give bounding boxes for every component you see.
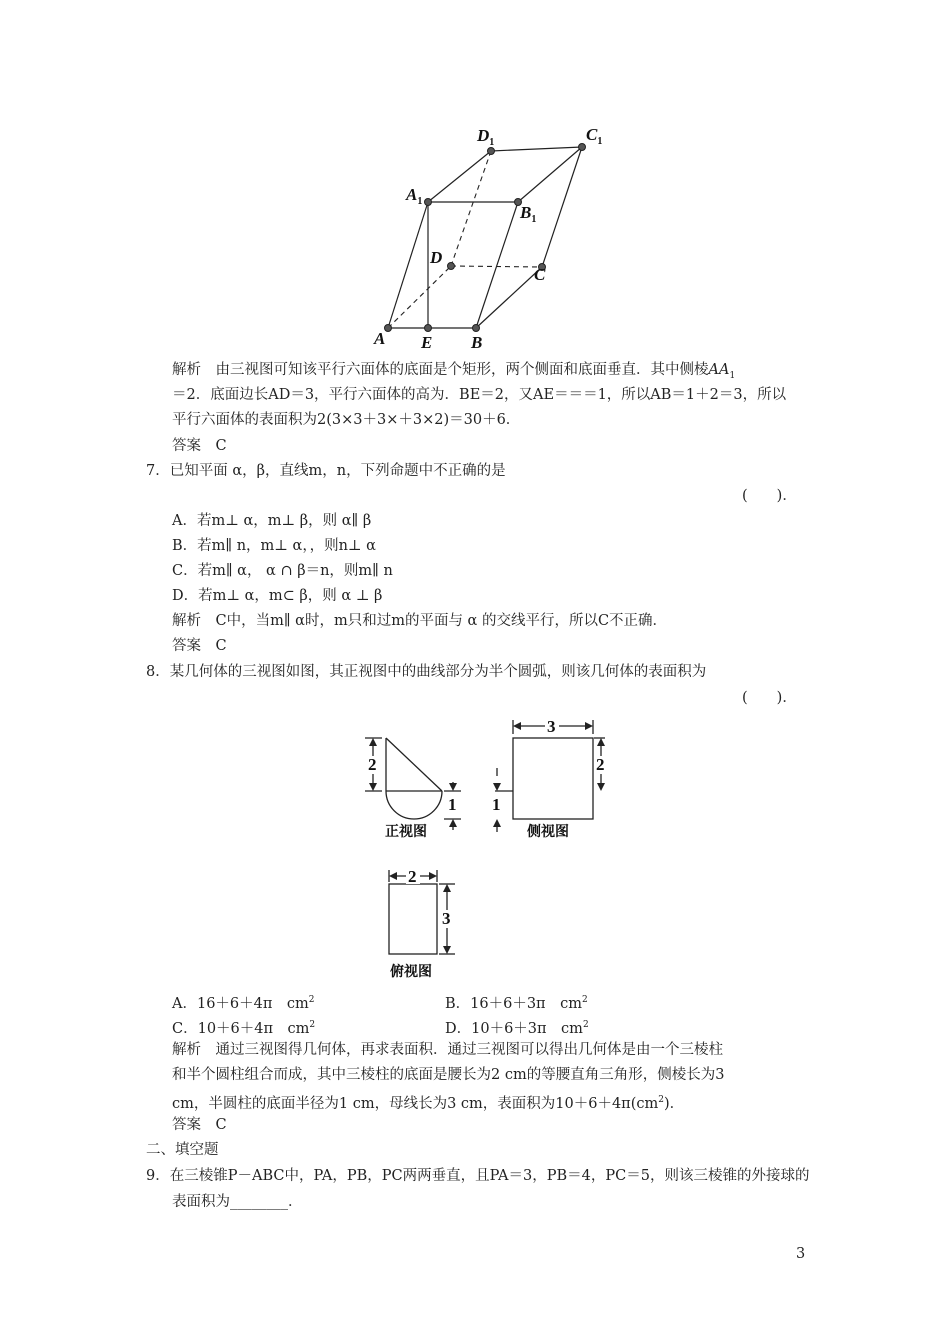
q8-answer-bracket: ( )． bbox=[742, 690, 797, 706]
point-a bbox=[385, 325, 392, 332]
q8-analysis-line1: 解析 通过三视图得几何体，再求表面积．通过三视图可以得出几何体是由一个三棱柱 bbox=[172, 1042, 723, 1058]
q6-answer: 答案 C bbox=[172, 438, 227, 454]
q6-analysis-line1: 解析 由三视图可知该平行六面体的底面是个矩形，两个侧面和底面垂直．其中侧棱$AA_1$ bbox=[172, 362, 736, 381]
label-b: B bbox=[471, 333, 483, 352]
q8-option-a: A．16＋6＋4π $cm^2$ bbox=[172, 995, 315, 1012]
side-dim-3: 3 bbox=[547, 717, 556, 736]
side-view-caption: 侧视图 bbox=[527, 824, 569, 840]
q6-analysis-line2: ＝2．底面边长AD＝3，平行六面体的高为．BE＝2，又AE＝＝＝1，所以AB＝1＋2＝3，所以 bbox=[172, 387, 787, 403]
q7-option-d: D．若m⊥ α，m⊂ β，则 α ⊥ β bbox=[172, 588, 383, 604]
q8-option-b: B．16＋6＋3π $cm^2$ bbox=[445, 995, 588, 1012]
q9-line1: 9．在三棱锥P－ABC中，PA，PB，PC两两垂直，且PA＝3，PB＝4，PC＝5，则该三棱锥的外接球的 bbox=[146, 1168, 810, 1184]
point-d bbox=[448, 263, 455, 270]
q8-stem: 8．某几何体的三视图如图，其正视图中的曲线部分为半个圆弧，则该几何体的表面积为 bbox=[146, 664, 707, 680]
side-dim-1: 1 bbox=[492, 795, 501, 814]
q7-stem: 7．已知平面 α，β，直线m，n，下列命题中不正确的是 bbox=[146, 463, 506, 479]
point-b bbox=[473, 325, 480, 332]
label-a1: $A_1$ bbox=[406, 185, 423, 207]
q8-option-c: C．10＋6＋4π $cm^2$ bbox=[172, 1020, 316, 1037]
front-dim-2: 2 bbox=[368, 755, 377, 774]
point-c1 bbox=[579, 144, 586, 151]
label-d1: $D_1$ bbox=[477, 126, 495, 148]
side-dim-2: 2 bbox=[596, 755, 605, 774]
top-dim-3: 3 bbox=[442, 909, 451, 928]
label-e: E bbox=[421, 333, 433, 352]
q9-line2: 表面积为________． bbox=[172, 1194, 303, 1210]
label-c1: $C_1$ bbox=[586, 125, 603, 147]
q7-option-a: A．若m⊥ α，m⊥ β，则 α∥ β bbox=[172, 513, 372, 529]
front-dim-1: 1 bbox=[448, 795, 457, 814]
point-d1 bbox=[488, 148, 495, 155]
q8-analysis-line3: cm，半圆柱的底面半径为1 cm，母线长为3 cm，表面积为$10+6+4\pi(cm^2)$． bbox=[172, 1095, 685, 1112]
three-view-figure bbox=[355, 712, 605, 982]
q7-option-c: C．若m∥ α， α ∩ β＝n，则m∥ n bbox=[172, 563, 393, 579]
q8-answer: 答案 C bbox=[172, 1117, 227, 1133]
q7-analysis: 解析 C中，当m∥ α时，m只和过m的平面与 α 的交线平行，所以C不正确． bbox=[172, 613, 668, 629]
q7-answer: 答案 C bbox=[172, 638, 227, 654]
top-dim-2: 2 bbox=[408, 867, 417, 886]
label-c: C bbox=[534, 265, 546, 284]
q8-analysis-line2: 和半个圆柱组合而成，其中三棱柱的底面是腰长为2 cm的等腰直角三角形，侧棱长为3 bbox=[172, 1067, 725, 1083]
label-a: A bbox=[374, 329, 386, 348]
parallelepiped-figure bbox=[370, 120, 620, 355]
top-view-caption: 俯视图 bbox=[390, 964, 432, 980]
label-b1: $B_1$ bbox=[520, 203, 537, 225]
q7-option-b: B．若m∥ n，m⊥ α，，则n⊥ α bbox=[172, 538, 376, 554]
point-e bbox=[425, 325, 432, 332]
label-d: D bbox=[430, 248, 443, 267]
point-a1 bbox=[425, 199, 432, 206]
q6-analysis-line3: 平行六面体的表面积为2(3×3＋3×＋3×2)＝30＋6． bbox=[172, 412, 521, 428]
section-title-fill-in: 二、填空题 bbox=[146, 1142, 219, 1158]
front-view-caption: 正视图 bbox=[385, 824, 427, 840]
page-number: 3 bbox=[796, 1246, 806, 1262]
q8-option-d: D．10＋6＋3π $cm^2$ bbox=[445, 1020, 589, 1037]
q7-answer-bracket: ( )． bbox=[742, 488, 797, 504]
